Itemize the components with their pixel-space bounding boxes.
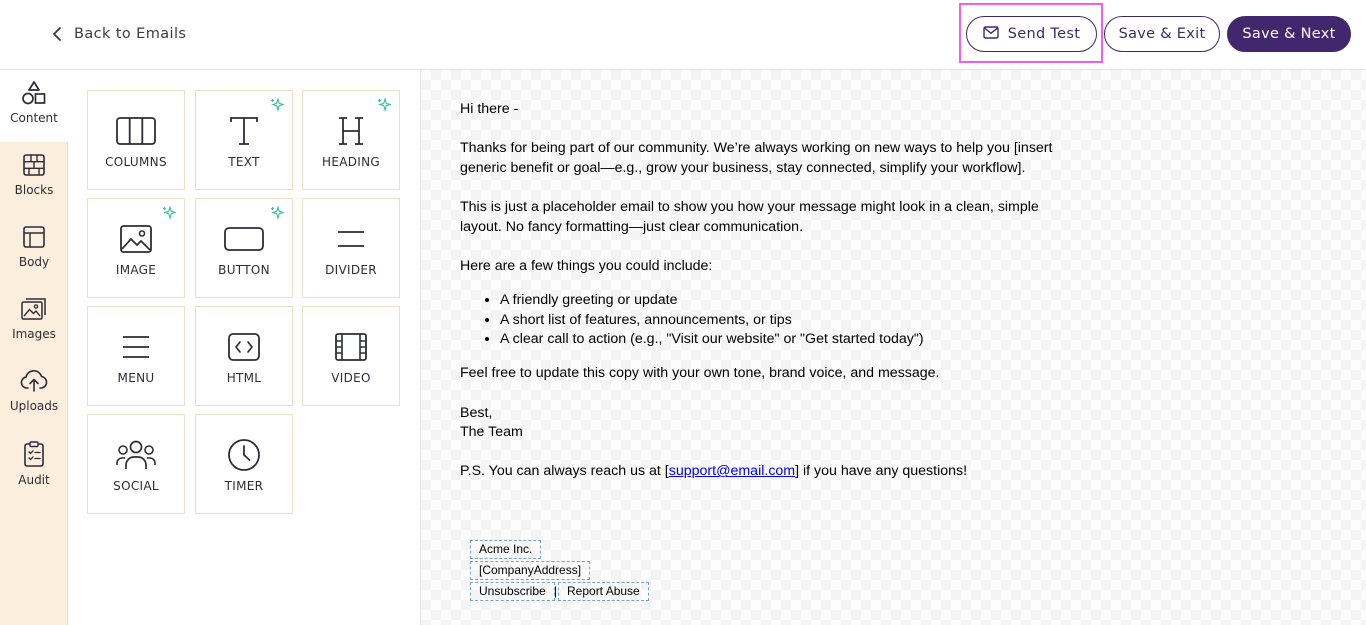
report-abuse-chip[interactable]: Report Abuse — [558, 582, 649, 601]
ai-sparkle-icon — [377, 97, 391, 116]
divider-icon — [329, 221, 373, 257]
tool-label: TIMER — [224, 479, 264, 493]
rail-label: Content — [10, 111, 58, 125]
text-icon — [222, 113, 266, 149]
save-exit-button[interactable]: Save & Exit — [1104, 16, 1220, 52]
email-list-intro: Here are a few things you could include: — [460, 257, 713, 274]
rail-item-body[interactable] — [0, 214, 68, 286]
rail-label: Images — [12, 327, 56, 341]
tool-label: BUTTON — [218, 263, 270, 277]
tool-button[interactable] — [195, 198, 293, 298]
tool-video[interactable] — [302, 306, 400, 406]
mail-icon — [983, 26, 999, 43]
image-icon — [114, 221, 158, 257]
tool-label: VIDEO — [331, 371, 371, 385]
layout-icon — [21, 224, 47, 250]
email-signoff — [460, 404, 1060, 443]
chevron-left-icon — [50, 27, 64, 41]
tool-image[interactable] — [87, 198, 185, 298]
tool-label: SOCIAL — [113, 479, 159, 493]
ps-text: ] if you have any questions! — [795, 463, 968, 480]
company-address-chip[interactable]: [CompanyAddress] — [470, 561, 590, 580]
email-ps — [460, 462, 1060, 482]
list-item: • A friendly greeting or update — [500, 291, 1060, 311]
rail-label: Body — [18, 255, 50, 269]
tool-label: HEADING — [322, 155, 380, 169]
rail-item-blocks[interactable] — [0, 142, 68, 214]
tool-timer[interactable] — [195, 414, 293, 514]
menu-icon — [114, 329, 158, 365]
content-tools-panel — [68, 70, 421, 625]
tool-label: MENU — [117, 371, 155, 385]
signature-line: The Team — [460, 424, 523, 441]
list-item: • A short list of features, announcements, or tips — [500, 311, 1060, 331]
ai-sparkle-icon — [162, 205, 176, 224]
tool-text[interactable] — [195, 90, 293, 190]
company-name-chip[interactable]: Acme Inc. — [470, 540, 541, 559]
back-label: Back to Emails — [74, 26, 187, 42]
tool-label: IMAGE — [115, 263, 157, 277]
timer-icon — [222, 437, 266, 473]
rail-label: Audit — [18, 473, 50, 487]
tool-heading[interactable] — [302, 90, 400, 190]
html-icon — [222, 329, 266, 365]
send-test-label: Send Test — [1007, 26, 1081, 42]
button-icon — [222, 221, 266, 257]
back-to-emails-link[interactable] — [50, 22, 186, 46]
left-rail — [0, 70, 68, 625]
tool-columns[interactable] — [87, 90, 185, 190]
tool-social[interactable] — [87, 414, 185, 514]
rail-item-audit[interactable] — [0, 430, 68, 502]
bricks-icon — [21, 152, 47, 178]
footer-separator: | — [554, 584, 558, 598]
rail-item-uploads[interactable] — [0, 358, 68, 430]
shapes-icon — [21, 80, 47, 106]
rail-label: Uploads — [9, 399, 59, 413]
columns-icon — [114, 113, 158, 149]
email-greeting: Hi there - — [460, 101, 519, 117]
clipboard-check-icon — [21, 440, 47, 468]
ai-sparkle-icon — [270, 97, 284, 116]
send-test-button[interactable] — [966, 16, 1097, 52]
rail-label: Blocks — [14, 183, 54, 197]
tool-label: TEXT — [228, 155, 260, 169]
email-canvas[interactable] — [421, 70, 1366, 625]
email-paragraph: This is just a placeholder email to show you how your message might look in a clean, simple layout. No fancy formatting—just clear communication. — [460, 198, 1039, 235]
tool-label: HTML — [226, 371, 262, 385]
email-paragraph: Thanks for being part of our community. We’re always working on new ways to help you [insert generic benefit or goal—e.g., grow your business, stay connected, simplify your workflow]. — [460, 140, 1053, 176]
rail-item-content[interactable] — [0, 70, 68, 142]
unsubscribe-chip[interactable]: Unsubscribe — [470, 582, 555, 601]
tool-menu[interactable] — [87, 306, 185, 406]
video-icon — [329, 329, 373, 365]
rail-item-images[interactable] — [0, 286, 68, 358]
social-icon — [114, 437, 158, 473]
tool-divider[interactable] — [302, 198, 400, 298]
images-icon — [20, 296, 48, 322]
tool-html[interactable] — [195, 306, 293, 406]
cloud-upload-icon — [19, 368, 49, 394]
email-body[interactable] — [460, 100, 1060, 501]
ps-text: P.S. You can always reach us at [ — [460, 463, 669, 480]
tool-label: COLUMNS — [105, 155, 167, 169]
save-next-button[interactable]: Save & Next — [1227, 16, 1351, 52]
tool-label: DIVIDER — [325, 263, 377, 277]
email-bullet-list — [500, 291, 1060, 350]
ai-sparkle-icon — [270, 205, 284, 224]
list-item: • A clear call to action (e.g., "Visit our website" or "Get started today") — [500, 330, 1060, 350]
support-email-link[interactable]: support@email.com — [668, 463, 796, 480]
signoff-line: Best, — [460, 404, 493, 421]
heading-icon — [329, 113, 373, 149]
top-bar — [0, 0, 1366, 70]
email-paragraph: Feel free to update this copy with your own tone, brand voice, and message. — [460, 365, 940, 382]
